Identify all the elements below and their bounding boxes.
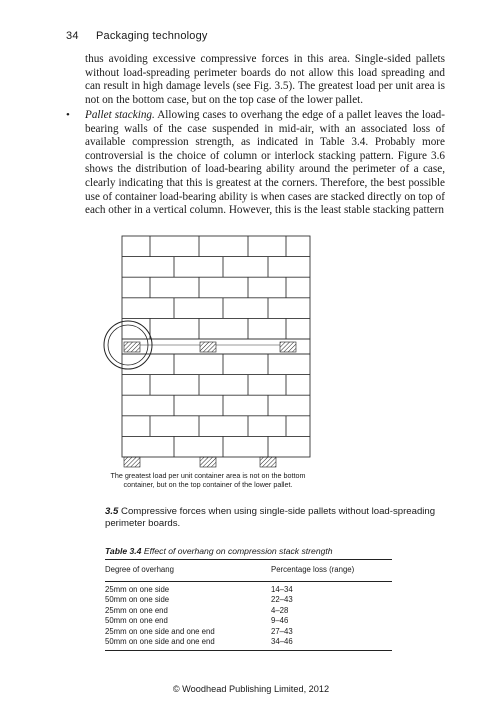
table-cell: 50mm on one side <box>105 595 170 604</box>
table-header-row <box>105 560 392 581</box>
table-cell: 25mm on one end <box>105 605 168 615</box>
table-row <box>105 585 392 596</box>
table-row <box>105 616 392 627</box>
table-cell: 34–46 <box>271 637 293 646</box>
table-bottom-rule <box>105 650 392 651</box>
table-row <box>105 595 392 606</box>
bullet-paragraph <box>85 109 445 218</box>
page-number: 34 <box>66 30 79 42</box>
upper-pallet-load <box>122 236 310 339</box>
figure-inner-caption: The greatest load per unit container area is not on the bottom container, but on the top container of the lower pallet. <box>110 471 306 489</box>
overhang-table <box>105 559 392 651</box>
body-paragraph: thus avoiding excessive compressive forces in this area. Single-sided pallets without load-spreading perimeter boards do not allow this load spreading and can result in high damage levels (see Fig. 3.5). The greatest load per unit area is not on the bottom case, but on the top case of the lower pallet. <box>85 53 445 106</box>
table-cell: 14–34 <box>271 584 293 594</box>
table-cell: 22–43 <box>271 595 293 604</box>
bullet-text: Allowing cases to overhang the edge of a pallet leaves the load-bearing walls of the case suspended in mid-air, with an associated loss of available compression strength, as indicated in Table 3.4. Probably more controversial is the choice of column or interlock stacking pattern. Figure 3.6 shows the distribution of load-bearing ability around the perimeter of a case, clearly indicating that this is greatest at the corners. Therefore, the best possible use of container load-bearing ability is when cases are stacked directly on top of each other in a vertical column. However, this is the least stable stacking pattern <box>85 109 445 217</box>
table-number: Table 3.4 <box>105 546 142 556</box>
bullet-marker: • <box>66 109 70 121</box>
table-title-text: Effect of overhang on compression stack strength <box>141 546 333 556</box>
pallet-deck <box>122 339 310 354</box>
bottom-pallet-blocks <box>124 457 276 467</box>
table-body <box>105 582 392 650</box>
table-row <box>105 627 392 638</box>
figure-caption <box>105 506 450 530</box>
bullet-lead: Pallet stacking. <box>85 109 155 121</box>
table-cell: 4–28 <box>271 605 289 615</box>
table-caption <box>105 546 333 556</box>
table-cell: 25mm on one side and one end <box>105 626 215 636</box>
lower-pallet-load <box>122 354 310 457</box>
table-cell: 50mm on one side and one end <box>105 637 215 646</box>
table-cell: 27–43 <box>271 626 293 636</box>
copyright-footer: © Woodhead Publishing Limited, 2012 <box>172 684 330 694</box>
figure-title-text: Compressive forces when using single-side pallets without load-spreading perimeter boards. <box>105 506 436 529</box>
column-header: Percentage loss (range) <box>271 565 355 574</box>
table-cell: 50mm on one end <box>105 616 168 625</box>
table-row <box>105 637 392 648</box>
column-header: Degree of overhang <box>105 565 174 574</box>
page-header <box>66 30 208 42</box>
table-cell: 9–46 <box>271 616 289 625</box>
figure-number: 3.5 <box>105 506 119 517</box>
pallet-stack-figure <box>100 230 312 506</box>
table-row <box>105 606 392 617</box>
running-title: Packaging technology <box>96 30 208 42</box>
table-cell: 25mm on one side <box>105 584 170 594</box>
